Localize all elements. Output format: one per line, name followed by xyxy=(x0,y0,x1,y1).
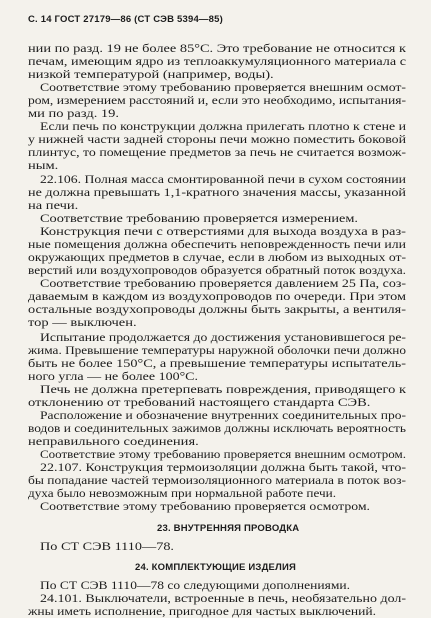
text-line: верстий или воздухопроводов образуется обратный поток воздуха. xyxy=(28,264,407,277)
text-line: 22.107. Конструкция термоизоляции должна быть такой, что- xyxy=(40,461,406,474)
text-line: бы попадание частей термоизоляционного материала в поток воз- xyxy=(28,474,407,487)
text-line: По СТ СЭВ 1110—78 со следующими дополнениями. xyxy=(40,579,351,592)
text-line: 24.101. Выключатели, встроенные в печь, необязательно дол- xyxy=(40,592,407,605)
text-line: отклонению от требований настоящего стандарта СЭВ. xyxy=(28,396,371,409)
text-line: Соответствие этому требованию проверяется осмотром. xyxy=(40,500,371,513)
text-line: печам, имеющим ядро из теплоаккумуляционного материала с xyxy=(28,55,406,68)
text-line: 22.106. Полная масса смонтированной печи в сухом состоянии xyxy=(40,173,406,186)
text-line: низкой температурой (например, воды). xyxy=(28,68,274,81)
section-heading: 23. ВНУТРЕННЯЯ ПРОВОДКА xyxy=(157,523,300,534)
section-heading: 24. КОМПЛЕКТУЮЩИЕ ИЗДЕЛИЯ xyxy=(135,562,297,573)
text-line: Печь не должна претерпевать повреждения, приводящего к xyxy=(40,383,406,396)
text-line: ным. xyxy=(28,159,59,172)
text-line: ми по разд. 19. xyxy=(28,107,120,120)
text-line: Соответствие требованию проверяется измерением. xyxy=(40,212,359,225)
text-line: окружающих предметов в случае, если в любом из выходных от- xyxy=(28,251,406,264)
page-header: С. 14 ГОСТ 27179—86 (СТ СЭВ 5394—85) xyxy=(28,14,223,25)
text-line: у нижней части задней стороны печи можно поместить боковой xyxy=(28,133,407,146)
text-line: Конструкция печи с отверстиями для выхода воздуха в раз- xyxy=(40,225,407,238)
text-line: ного угла — не более 100°С. xyxy=(28,370,198,383)
text-line: Расположение и обозначение внутренних соединительных про- xyxy=(40,409,406,422)
text-line: плинтус, то помещение предметов за печь не считается возмож- xyxy=(28,146,407,159)
text-line: остальные воздухопроводы должны быть закрыты, а вентиля- xyxy=(28,303,407,316)
text-line: нии по разд. 19 не более 85°С. Это требование не относится к xyxy=(28,42,406,55)
text-line: Если печь по конструкции должна прилегать плотно к стене и xyxy=(40,120,406,133)
text-line: Соответствие этому требованию проверяется внешним осмот- xyxy=(40,81,406,94)
text-line: жима. Превышение температуры наружной оболочки печи должно xyxy=(28,344,407,357)
text-line: ром, измерением расстояний и, если это необходимо, испытания- xyxy=(28,94,406,107)
text-line: тор — выключен. xyxy=(28,316,137,329)
text-line: Соответствие этому требованию проверяется внешним осмотром. xyxy=(40,448,407,461)
text-line: неправильного соединения. xyxy=(28,435,199,448)
text-line: даваемым в каждом из воздухопроводов по очереди. При этом xyxy=(28,290,407,303)
text-line: Испытание продолжается до достижения установившегося ре- xyxy=(40,331,406,344)
text-line: не должна превышать 1,1-кратного значения массы, указанной xyxy=(28,186,406,199)
text-line: духа было невозможным при нормальной работе печи. xyxy=(28,487,337,500)
text-line: быть не более 150°С, а превышение температуры испытатель- xyxy=(28,357,406,370)
text-line: на печи. xyxy=(28,199,79,212)
text-line: По СТ СЭВ 1110—78. xyxy=(40,540,175,553)
text-line: водов и соединительных зажимов должны исключать вероятность xyxy=(28,422,407,435)
text-line: жны иметь исполнение, пригодное для частых выключений. xyxy=(28,605,376,618)
text-line: ные помещения должна обеспечить неповрежденность печи или xyxy=(28,238,406,251)
text-line: Соответствие требованию проверяется давлением 25 Па, соз- xyxy=(40,277,407,290)
